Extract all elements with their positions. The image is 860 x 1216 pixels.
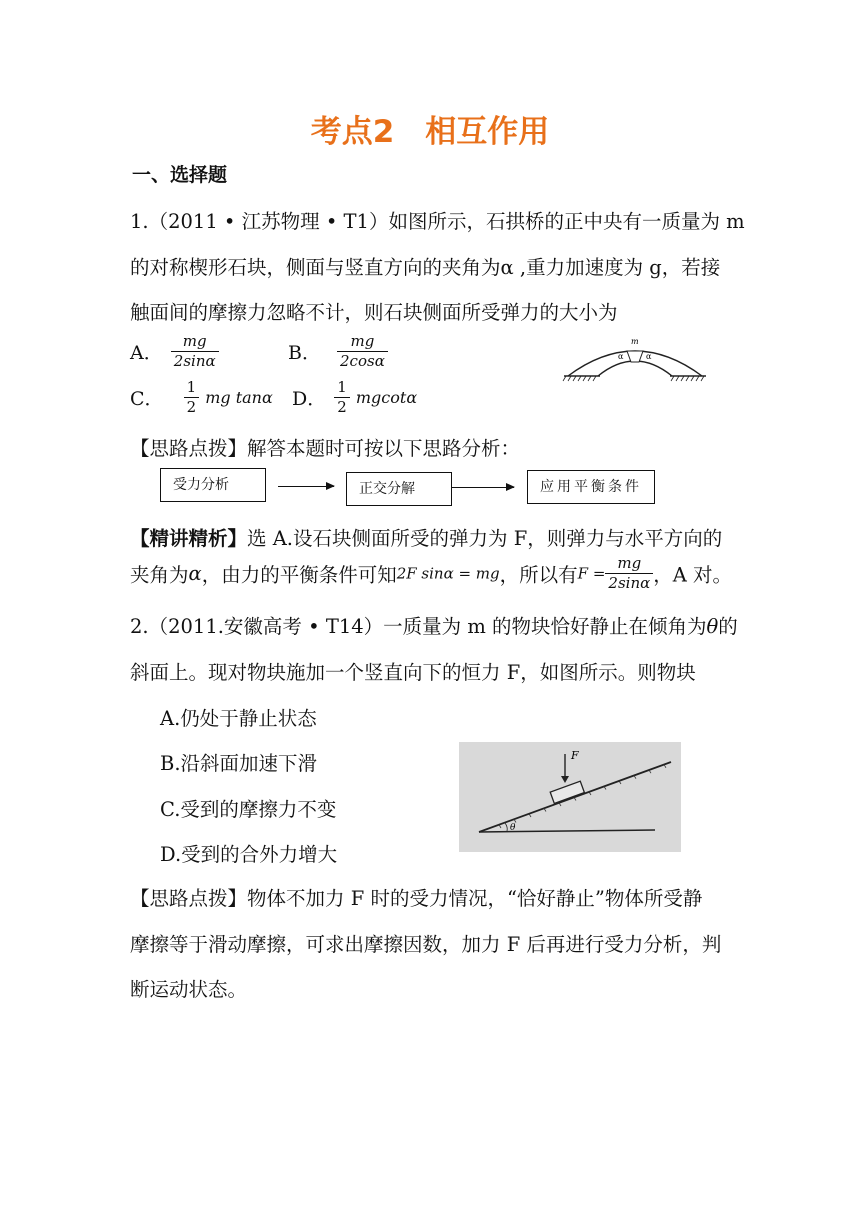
- q1-analysis-text: 选 A.设石块侧面所受的弹力为 F，则弹力与水平方向的: [247, 527, 723, 550]
- q1-line-3: 触面间的摩擦力忽略不计，则石块侧面所受弹力的大小为: [130, 301, 618, 324]
- option-d-label: D．: [292, 388, 327, 410]
- q1-hint-text: 解答本题时可按以下思路分析：: [247, 437, 521, 460]
- figure-label-theta: θ: [510, 823, 516, 833]
- analysis-alpha: α: [188, 562, 202, 585]
- q2-hint-line-1: [130, 883, 702, 911]
- arch-bridge-figure: [560, 334, 710, 384]
- q1-analysis-label: 【精讲精析】: [130, 527, 248, 550]
- option-d-half-den: 2: [337, 398, 347, 416]
- q2-theta: θ: [706, 615, 719, 638]
- q2-option-b: B.沿斜面加速下滑: [160, 752, 318, 775]
- option-c-label: C．: [130, 388, 164, 410]
- q1-analysis-line-2: [130, 554, 732, 593]
- option-b-label: B．: [288, 342, 321, 364]
- option-a-numerator: mg: [171, 332, 219, 352]
- flow-arrow-1: [278, 486, 334, 487]
- q2-line-1: [130, 611, 738, 639]
- q2-hint-line-3: 断运动状态。: [130, 978, 248, 1001]
- q2-option-d: D.受到的合外力增大: [160, 843, 338, 866]
- incline-figure: [459, 742, 681, 852]
- option-c-half-num: 1: [184, 378, 200, 398]
- q2-option-a: A.仍处于静止状态: [160, 707, 317, 730]
- q2-hint-text-1: 物体不加力 F 时的受力情况，“恰好静止”物体所受静: [247, 887, 703, 910]
- figure-label-alpha-right: α: [646, 352, 652, 361]
- option-c-half-den: 2: [186, 398, 197, 416]
- option-a-label: A．: [130, 342, 163, 364]
- option-b-numerator: mg: [337, 332, 388, 352]
- eq2-numerator: mg: [605, 554, 653, 574]
- option-d-half-num: 1: [334, 378, 350, 398]
- analysis-text-b: ，由力的平衡条件可知: [201, 563, 397, 587]
- analysis-equation-1: 2F sinα = mg: [396, 564, 500, 583]
- q1-analysis-line-1: [130, 523, 722, 551]
- flow-arrow-2: [452, 487, 514, 488]
- q2-line-2: 斜面上。现对物块施加一个竖直向下的恒力 F，如图所示。则物块: [130, 661, 696, 684]
- analysis-text-c: ，所以有: [499, 563, 578, 587]
- option-d-text: mgcotα: [355, 388, 418, 407]
- analysis-text-a: 夹角为: [130, 563, 189, 587]
- analysis-equation-2-fraction: [605, 554, 653, 593]
- flow-box-orthogonal-decomposition: 正交分解: [346, 472, 452, 506]
- figure-label-F: F: [571, 749, 579, 762]
- analysis-text-d: ，A 对。: [653, 563, 733, 587]
- q2-option-c: C.受到的摩擦力不变: [160, 798, 337, 821]
- q1-line-2: 的对称楔形石块，侧面与竖直方向的夹角为α ,重力加速度为 g，若接: [130, 256, 721, 279]
- eq2-denominator: 2sinα: [608, 574, 651, 592]
- option-d-half: [334, 378, 350, 417]
- option-c-half: [184, 378, 200, 417]
- q1-option-c: [130, 378, 273, 417]
- figure-label-m: m: [631, 337, 639, 346]
- option-a-fraction: [171, 332, 219, 371]
- flow-box-equilibrium: 应用平衡条件: [527, 470, 655, 504]
- q1-hint-label: 【思路点拨】: [130, 437, 248, 460]
- q1-option-b: [288, 332, 388, 371]
- option-b-fraction: [337, 332, 388, 371]
- option-b-denominator: 2cosα: [340, 352, 385, 370]
- q1-hint: [130, 433, 520, 461]
- q2-line-1-end: 的: [718, 615, 738, 638]
- option-c-text: mg tanα: [205, 388, 273, 407]
- figure-label-alpha-left: α: [618, 352, 624, 361]
- q2-hint-label: 【思路点拨】: [130, 887, 248, 910]
- q1-option-a: [130, 332, 219, 371]
- q2-hint-line-2: 摩擦等于滑动摩擦，可求出摩擦因数，加力 F 后再进行受力分析，判: [130, 933, 722, 956]
- analysis-equation-2-lhs: F =: [577, 564, 606, 583]
- option-a-denominator: 2sinα: [173, 352, 216, 370]
- section-heading: 一、选择题: [132, 164, 228, 186]
- q1-line-1: 1.（2011 • 江苏物理 • T1）如图所示，石拱桥的正中央有一质量为 m: [130, 210, 745, 233]
- q1-option-d: [292, 378, 417, 417]
- q2-line-1-text: 2.（2011.安徽高考 • T14）一质量为 m 的物块恰好静止在倾角为: [130, 615, 707, 638]
- page-title: 考点2 相互作用: [310, 114, 550, 150]
- flow-box-force-analysis: 受力分析: [160, 468, 266, 502]
